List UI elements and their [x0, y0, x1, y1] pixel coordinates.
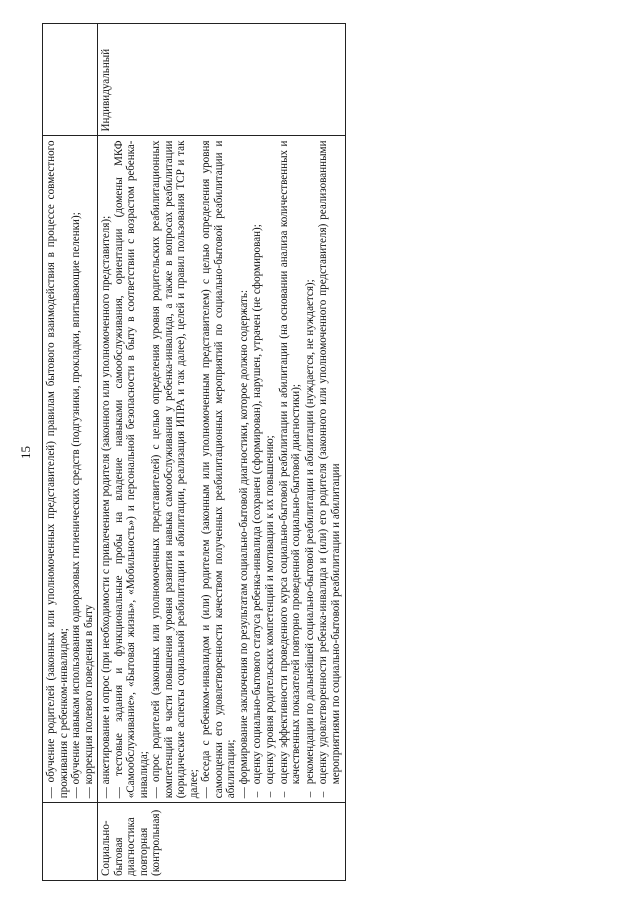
- table-row: [43, 24, 98, 881]
- list-item: – оценку удовлетворенности ребенка-инвалида и (или) его родителя (законного или уполномоченного представителя) реализованными мероприятиями по социально-бытовой реабилитации и абилитации: [317, 141, 342, 785]
- service-form-cell: Индивидуальный: [98, 24, 346, 137]
- service-name-cell: Социально-бытовая диагностика повторная (контрольная): [98, 803, 346, 881]
- content-line: — обучение навыкам использования одноразовых гигиенических средств (подгузники, прокладки, впитывающие пеленки);: [70, 212, 83, 799]
- content-line: — коррекция полевого поведения в быту: [82, 604, 95, 799]
- service-content-cell: [43, 136, 98, 803]
- service-form-cell: [43, 24, 98, 137]
- list-item: – оценку эффективности проведенного курса социально-бытовой реабилитации и абилитации (на основании анализа количественных и качественных показателей повторно проведенной социально-бытовой диагностики);: [278, 141, 303, 785]
- service-content-cell: [98, 136, 346, 803]
- list-item: – оценку социально-бытового статуса ребенка-инвалида (сохранен (сформирован), нарушен, утрачен (не сформирован);: [251, 141, 264, 785]
- content-line: — обучение родителей (законных или уполномоченных представителей) правилам бытового взаимодействия в процессе совместного проживания с ребенком-инвалидом;: [45, 140, 70, 799]
- content-line: — анкетирование и опрос (при необходимости с привлечением родителя (законного или уполномоченного представителя);: [100, 215, 113, 799]
- service-name-cell: [43, 803, 98, 881]
- page-number: 15: [18, 446, 33, 459]
- content-line: — формирование заключения по результатам социально-бытовой диагностики, которое должно содержать:: [237, 289, 250, 799]
- list-item: – рекомендации по дальнейшей социально-бытовой реабилитации и абилитации (нуждается, не нуждается);: [304, 141, 317, 785]
- content-line: — беседа с ребенком-инвалидом и (или) родителем (законным или уполномоченным представителем) с целью определения уровня самооценки его удовлетворенности качеством полученных реабилитационных мероприятий по социально-бытовой реабилитации и абилитации;: [200, 140, 238, 799]
- list-item: – оценку уровня родительских компетенций и мотивации к их повышению;: [264, 141, 277, 785]
- table-row: [98, 24, 346, 881]
- conclusion-items-list: [251, 141, 343, 799]
- content-line: — тестовые задания и функциональные пробы на владение навыками самообслуживания, ориентации (домены МКФ «Самообслуживание», «Бытовая жизнь», «Мобильность») и персональной безопасности в быту в соответствии с возрастом ребенка-инвалида;: [112, 140, 150, 799]
- content-line: — опрос родителей (законных или уполномоченных представителей) с целью определения уровня родительских реабилитационных компетенций в части повышения уровня развития навыка самообслуживания у ребенка-инвалида, а также в вопросах реабилитации (юридические аспекты социальной реабилитации и абилитации, реализация ИПРА и так далее), целей и правил пользования ТСР и так далее;: [150, 140, 200, 799]
- services-table: [42, 23, 346, 881]
